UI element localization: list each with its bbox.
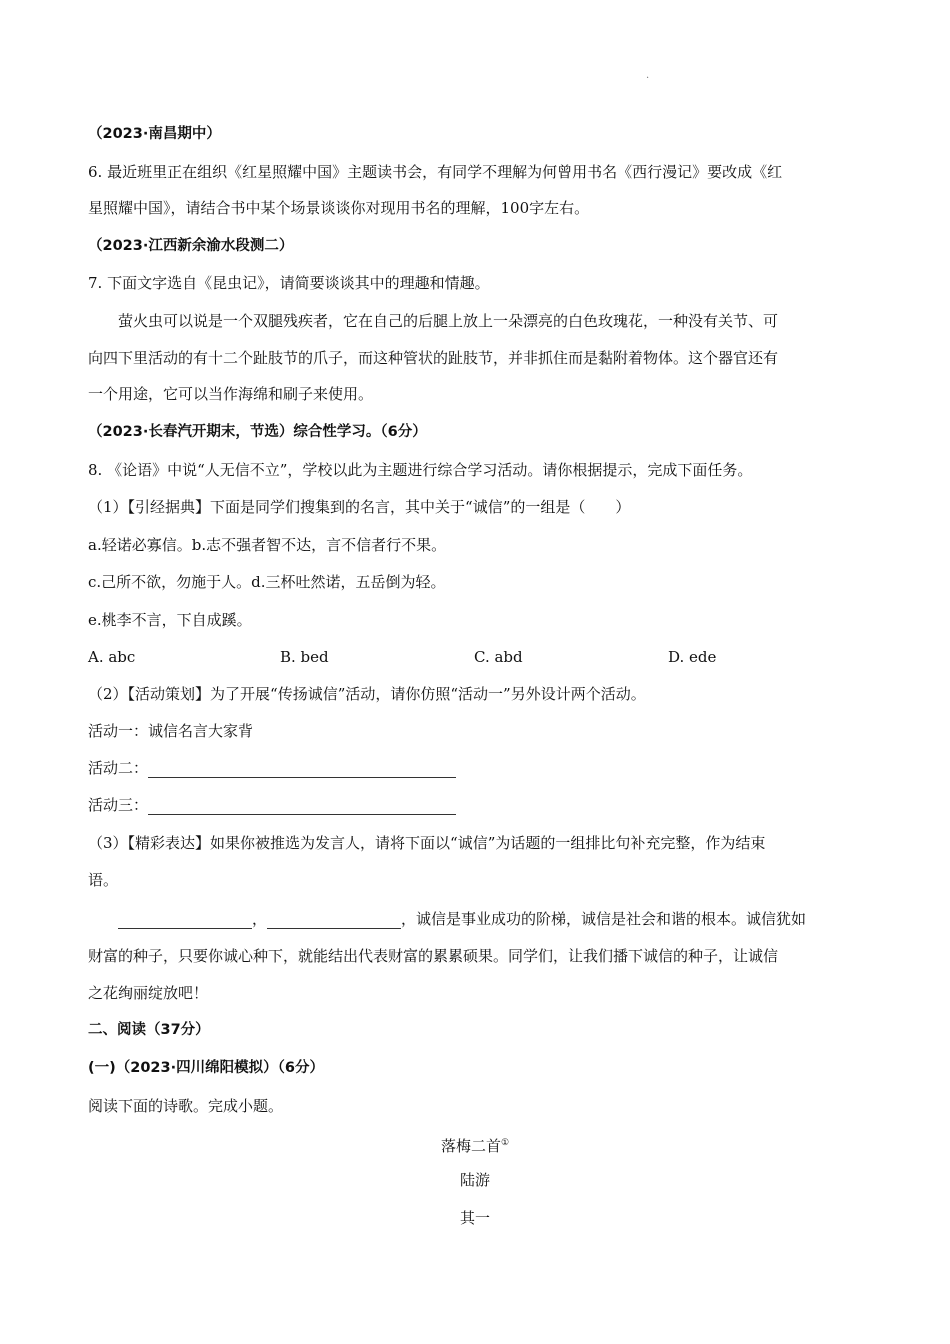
- activity-2-label: 活动二：: [88, 759, 149, 777]
- q7-passage-2: 向四下里活动的有十二个趾肢节的爪子，而这种管状的趾肢节，并非抓住而是黏附着物体。这个器官还有: [88, 349, 779, 367]
- q7-prompt: 7. 下面文字选自《昆虫记》，请简要谈谈其中的理趣和情趣。: [88, 274, 490, 292]
- q6-source: （2023·南昌期中）: [88, 126, 221, 142]
- q7-passage-3: 一个用途，它可以当作海绵和刷子来使用。: [88, 385, 374, 403]
- q8-sub3-line-1: （3）【精彩表达】如果你被推选为发言人，请将下面以“诚信”为话题的一组排比句补充完整，作为结束: [88, 834, 766, 852]
- option-a: A. abc: [88, 648, 136, 666]
- option-d: D. ede: [668, 648, 717, 666]
- q7-passage-1: 萤火虫可以说是一个双腿残疾者，它在自己的后腿上放上一朵漂亮的白色玫瑰花，一种没有关节、可: [118, 312, 779, 330]
- closing-paragraph-line-2: 财富的种子，只要你诚心种下，就能结出代表财富的累累硕果。同学们，让我们播下诚信的种子，让诚信: [88, 947, 779, 965]
- activity-3-label: 活动三：: [88, 796, 149, 814]
- activity-3-blank[interactable]: [148, 798, 456, 815]
- q8-prompt: 8. 《论语》中说“人无信不立”，学校以此为主题进行综合学习活动。请你根据提示，完成下面任务。: [88, 461, 753, 479]
- poem-footnote-marker: ①: [500, 1138, 510, 1148]
- closing-blank-2[interactable]: [267, 912, 401, 929]
- poem-part: 其一: [459, 1209, 490, 1227]
- poem-title: [0, 1133, 950, 1156]
- header-dot: .: [646, 70, 650, 81]
- closing-paragraph-line-1: [118, 909, 806, 929]
- closing-blank-1[interactable]: [118, 912, 252, 929]
- q6-line-2: 星照耀中国》，请结合书中某个场景谈谈你对现用书名的理解，100字左右。: [88, 199, 590, 217]
- section-2-title: 二、阅读（37分）: [88, 1022, 210, 1038]
- closing-rest: ，诚信是事业成功的阶梯，诚信是社会和谐的根本。诚信犹如: [401, 910, 807, 928]
- section-2-sub-source: (一)（2023·四川绵阳模拟）（6分）: [88, 1060, 324, 1076]
- q8-sub3-line-2: 语。: [88, 871, 119, 889]
- activity-1: 活动一：诚信名言大家背: [88, 722, 254, 740]
- closing-paragraph-line-3: 之花绚丽绽放吧！: [88, 984, 209, 1002]
- q8-quote-e: e.桃李不言，下自成蹊。: [88, 611, 252, 629]
- q8-sub1: （1）【引经据典】下面是同学们搜集到的名言，其中关于“诚信”的一组是（ ）: [88, 498, 631, 516]
- activity-2-blank[interactable]: [148, 761, 456, 778]
- closing-comma: ，: [252, 910, 268, 928]
- option-b: B. bed: [280, 648, 329, 666]
- activity-3: [88, 795, 456, 815]
- q7-source: （2023·江西新余渝水段测二）: [88, 238, 294, 254]
- section-2-instruction: 阅读下面的诗歌。完成小题。: [88, 1097, 284, 1115]
- q8-quote-ab: a.轻诺必寡信。b.志不强者智不达，言不信者行不果。: [88, 536, 447, 554]
- option-c: C. abd: [474, 648, 523, 666]
- q8-sub2: （2）【活动策划】为了开展“传扬诚信”活动，请你仿照“活动一”另外设计两个活动。: [88, 685, 646, 703]
- activity-2: [88, 758, 456, 778]
- q8-quote-cd: c.己所不欲，勿施于人。d.三杯吐然诺，五岳倒为轻。: [88, 573, 446, 591]
- poem-title-text: 落梅二首: [440, 1137, 501, 1155]
- q6-line-1: 6. 最近班里正在组织《红星照耀中国》主题读书会，有同学不理解为何曾用书名《西行漫记》要改成《红: [88, 163, 783, 181]
- q8-source: （2023·长春汽开期末，节选）综合性学习。（6分）: [88, 424, 427, 440]
- poem-author: 陆游: [459, 1171, 490, 1189]
